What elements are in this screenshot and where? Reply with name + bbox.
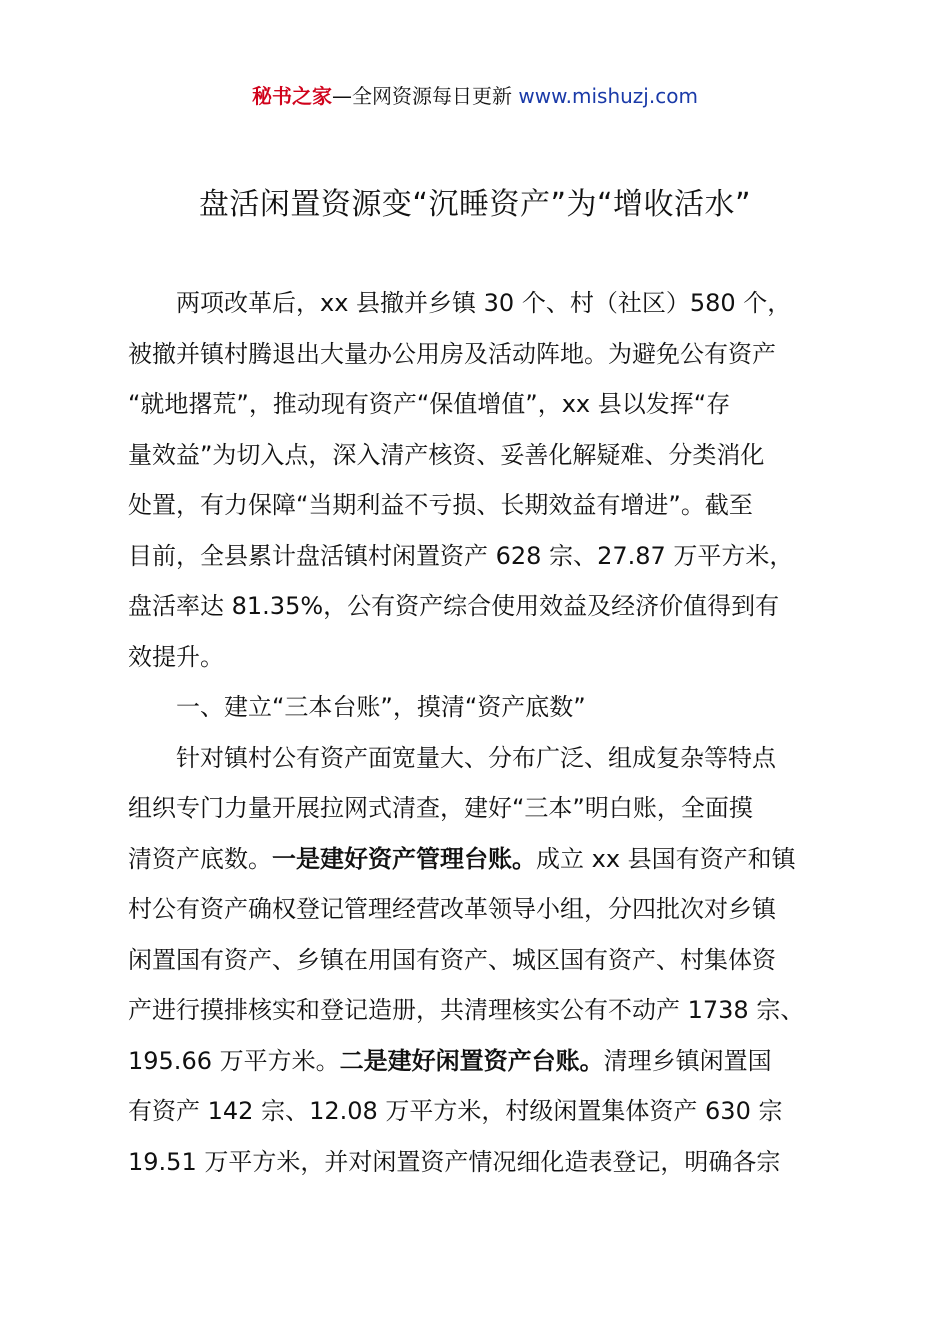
site-header — [0, 80, 950, 112]
text-run: 有资产 142 宗、12.08 万平方米，村级闲置集体资产 630 宗 — [128, 1097, 783, 1125]
bold-lead-in: 一是建好资产管理台账。 — [272, 844, 536, 873]
bold-lead-in: 二是建好闲置资产台账。 — [339, 1046, 604, 1075]
text-run: 19.51 万平方米，并对闲置资产情况细化造表登记，明确各宗 — [128, 1147, 781, 1176]
text-run: 一、建立“三本台账”，摸清“资产底数” — [176, 693, 586, 721]
text-line — [128, 632, 840, 683]
text-run: 清资产底数。 — [128, 844, 272, 873]
site-brand: 秘书之家 — [252, 84, 333, 108]
text-line — [128, 531, 840, 582]
document-body — [128, 278, 840, 1187]
text-line — [128, 935, 840, 986]
text-run: 处置，有力保障“当期利益不亏损、长期效益有增进”。截至 — [128, 491, 753, 519]
text-run: 目前，全县累计盘活镇村闲置资产 628 宗、27.87 万平方米， — [128, 541, 794, 570]
text-line — [128, 329, 840, 380]
site-url-link[interactable]: www.mishuzj.com — [518, 84, 698, 108]
text-run: 效提升。 — [128, 642, 224, 671]
text-run: 针对镇村公有资产面宽量大、分布广泛、组成复杂等特点 — [176, 743, 776, 772]
text-run: 产进行摸排核实和登记造册，共清理核实公有不动产 1738 宗、 — [128, 996, 805, 1024]
text-line — [128, 1137, 840, 1188]
text-line — [128, 834, 840, 885]
text-line — [128, 884, 840, 935]
section-heading — [128, 682, 840, 733]
text-line — [128, 480, 840, 531]
text-line — [128, 1086, 840, 1137]
text-line — [128, 682, 840, 733]
text-line — [128, 985, 840, 1036]
text-run: “就地撂荒”，推动现有资产“保值增值”，xx 县以发挥“存 — [128, 390, 731, 418]
text-line — [128, 581, 840, 632]
text-run: 量效益”为切入点，深入清产核资、妥善化解疑难、分类消化 — [128, 440, 765, 469]
text-run: 清理乡镇闲置国 — [603, 1046, 772, 1075]
paragraph-section-1 — [128, 733, 840, 1188]
header-separator: — — [332, 84, 353, 108]
paragraph-intro — [128, 278, 840, 682]
text-line — [128, 278, 840, 329]
text-run: 两项改革后，xx 县撤并乡镇 30 个、村（社区）580 个， — [176, 289, 792, 317]
text-run: 195.66 万平方米。 — [128, 1046, 340, 1075]
text-line — [128, 379, 840, 430]
text-line — [128, 430, 840, 481]
text-run: 盘活率达 81.35%，公有资产综合使用效益及经济价值得到有 — [128, 592, 780, 620]
text-line — [128, 1036, 840, 1087]
text-line — [128, 733, 840, 784]
text-run: 村公有资产确权登记管理经营改革领导小组，分四批次对乡镇 — [128, 895, 776, 923]
text-run: 成立 xx 县国有资产和镇 — [536, 844, 796, 873]
document-title: 盘活闲置资源变“沉睡资产”为“增收活水” — [198, 187, 752, 222]
header-tagline: 全网资源每日更新 — [352, 84, 519, 108]
text-run: 被撤并镇村腾退出大量办公用房及活动阵地。为避免公有资产 — [128, 339, 776, 368]
text-line — [128, 783, 840, 834]
text-run: 组织专门力量开展拉网式清查，建好“三本”明白账，全面摸 — [128, 794, 753, 822]
text-run: 闲置国有资产、乡镇在用国有资产、城区国有资产、村集体资 — [128, 945, 776, 974]
